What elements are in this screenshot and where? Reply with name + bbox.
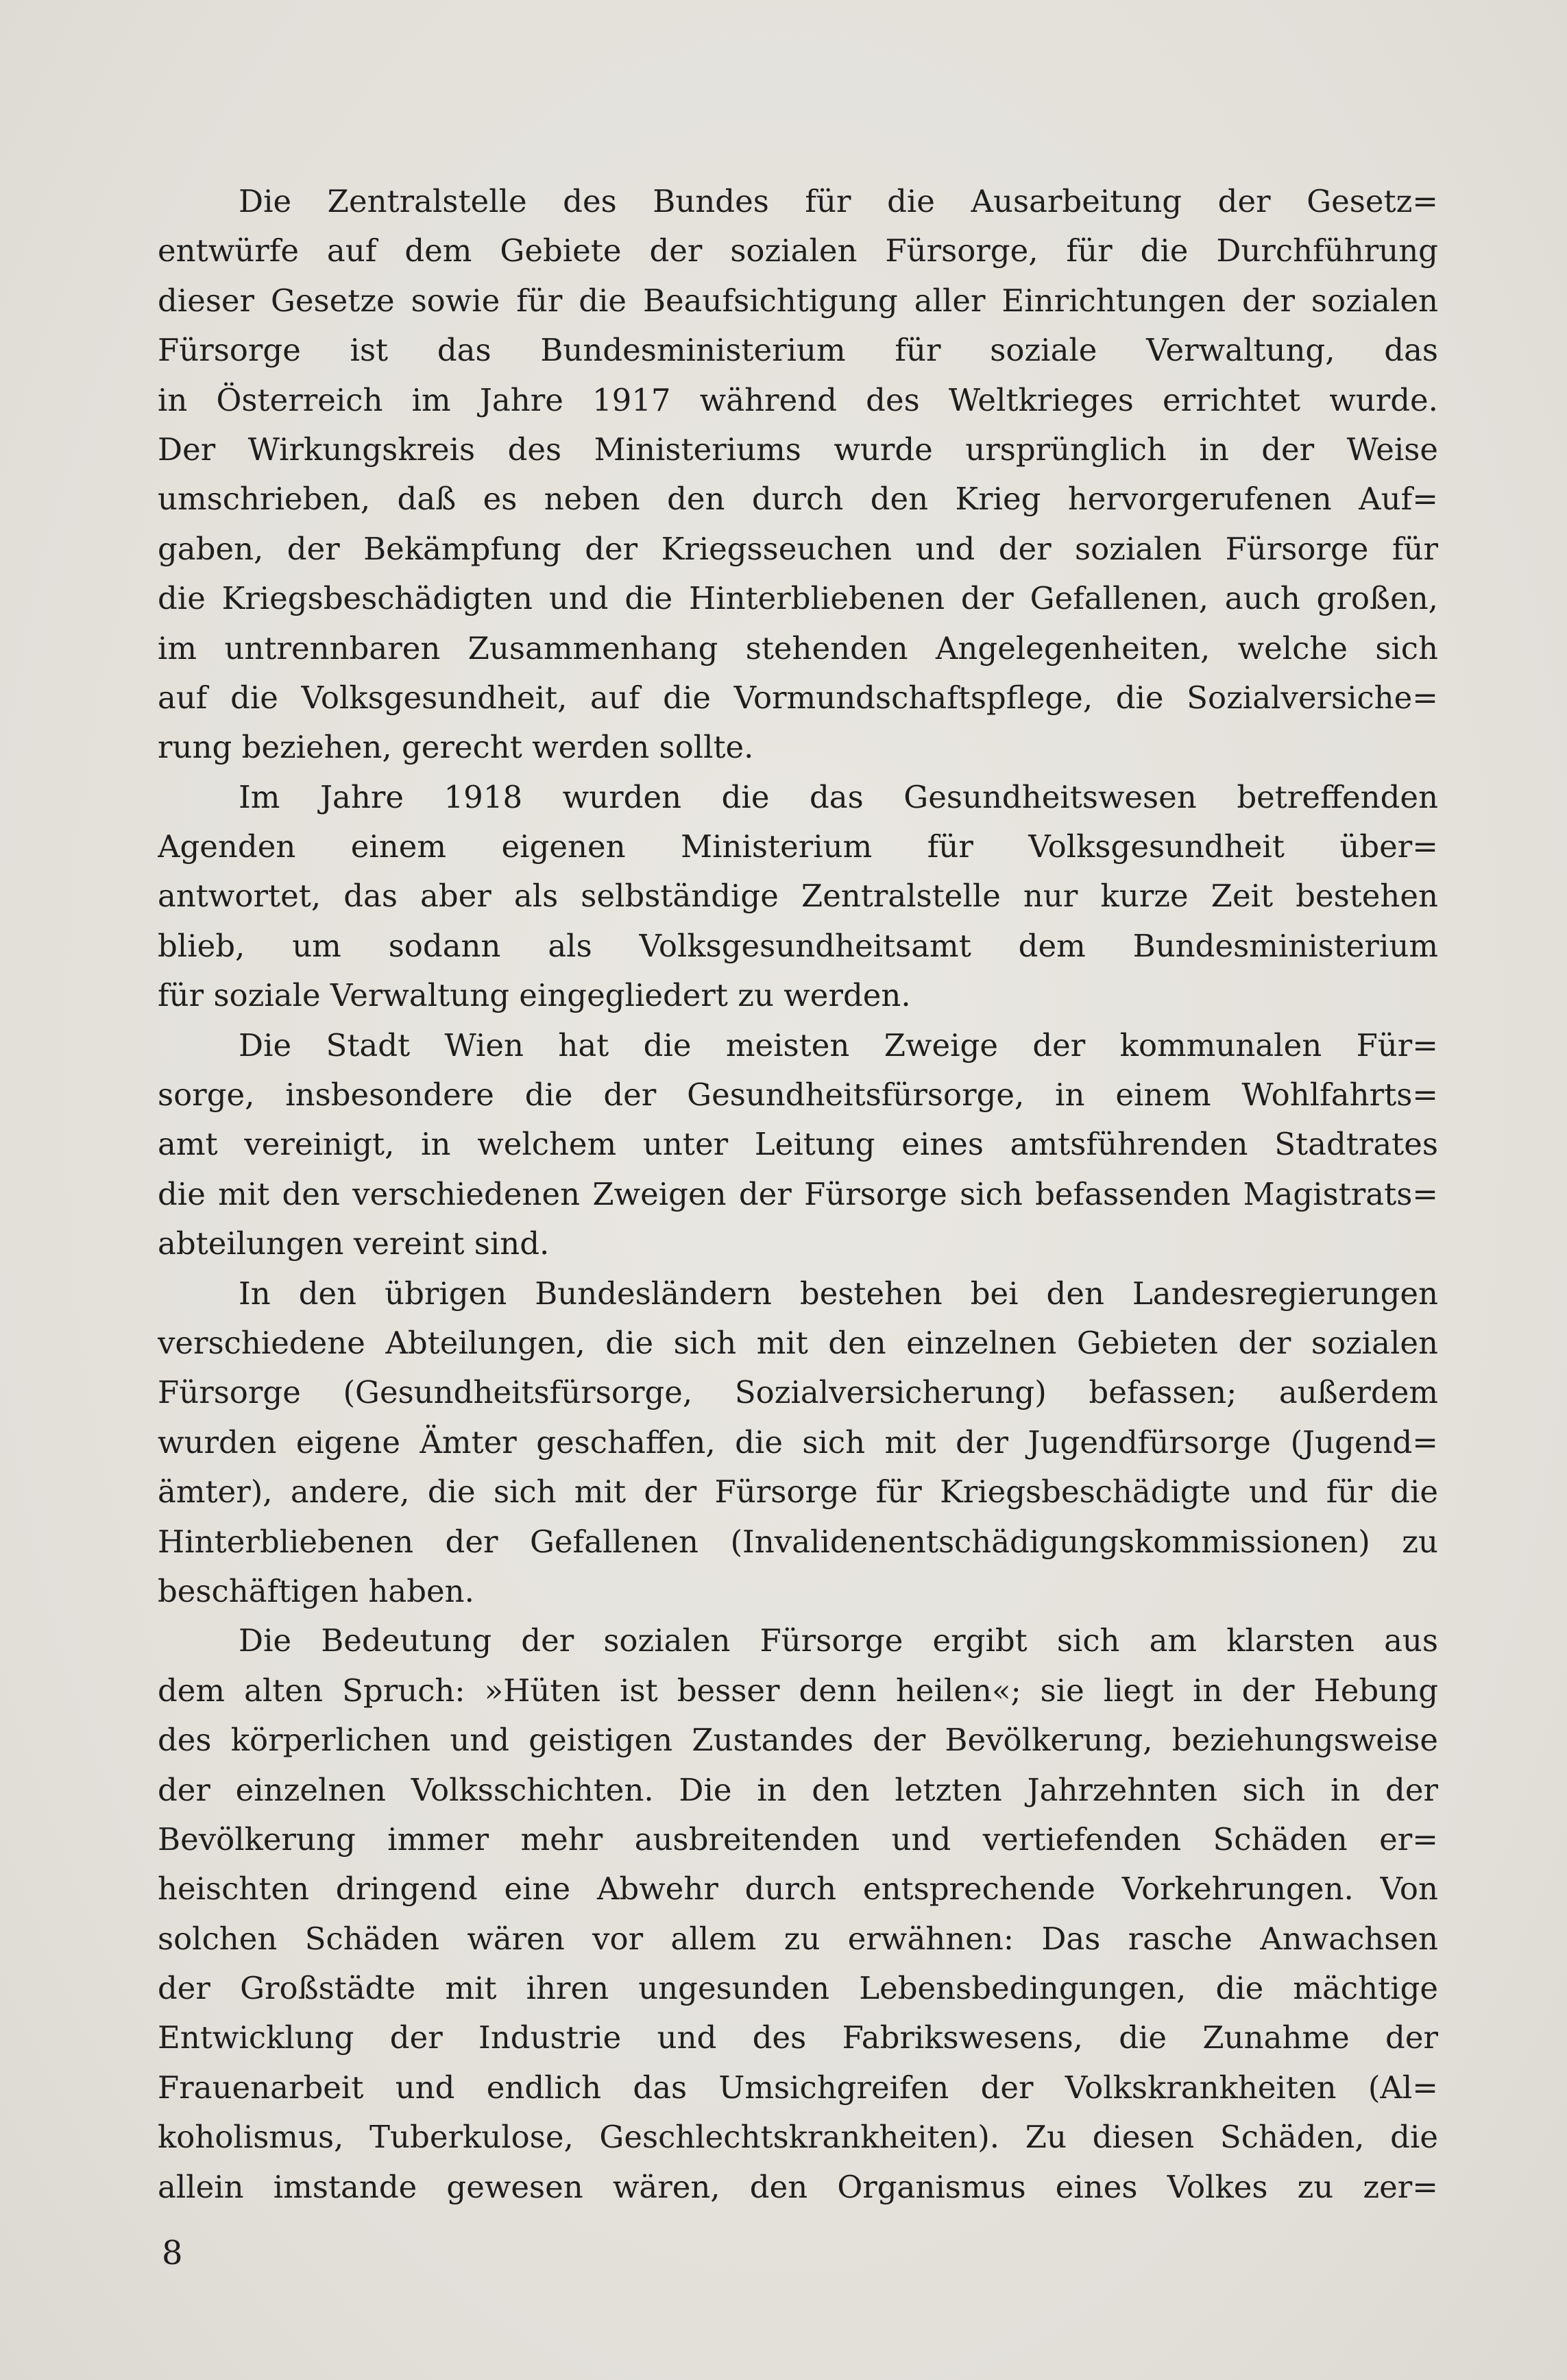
- text-line: ämter), andere, die sich mit der Fürsorge für Kriegsbeschädigte und für die: [158, 1474, 1438, 1511]
- text-line: Der Wirkungskreis des Ministeriums wurde ursprünglich in der Weise: [158, 431, 1438, 468]
- paragraph-5: [158, 1616, 1438, 2212]
- text-line: sorge, insbesondere die der Gesundheitsfürsorge, in einem Wohlfahrts=: [158, 1077, 1438, 1114]
- paragraph-1: [158, 177, 1438, 773]
- text-line: wurden eigene Ämter geschaffen, die sich mit der Jugendfürsorge (Jugend=: [158, 1423, 1438, 1461]
- text-line: In den übrigen Bundesländern bestehen bei den Landesregierungen: [239, 1275, 1438, 1312]
- text-line: beschäftigen haben.: [158, 1572, 474, 1609]
- text-line: Die Stadt Wien hat die meisten Zweige der kommunalen Für=: [239, 1026, 1438, 1063]
- text-line: des körperlichen und geistigen Zustandes der Bevölkerung, beziehungsweise: [158, 1722, 1438, 1759]
- text-line: der einzelnen Volksschichten. Die in den letzten Jahrzehnten sich in der: [158, 1771, 1438, 1808]
- text-line: heischten dringend eine Abwehr durch entsprechende Vorkehrungen. Von: [158, 1871, 1438, 1908]
- text-line: Im Jahre 1918 wurden die das Gesundheitswesen betreffenden: [239, 778, 1438, 815]
- text-line: Fürsorge ist das Bundesministerium für soziale Verwaltung, das: [158, 332, 1438, 369]
- text-line: Agenden einem eigenen Ministerium für Volksgesundheit über=: [158, 828, 1438, 865]
- text-line: antwortet, das aber als selbständige Zentralstelle nur kurze Zeit bestehen: [158, 878, 1438, 915]
- text-line: die Kriegsbeschädigten und die Hinterbliebenen der Gefallenen, auch großen,: [158, 580, 1438, 617]
- text-line: dem alten Spruch: »Hüten ist besser denn heilen«; sie liegt in der Hebung: [158, 1672, 1438, 1709]
- text-line: verschiedene Abteilungen, die sich mit den einzelnen Gebieten der sozialen: [158, 1324, 1438, 1361]
- text-line: allein imstande gewesen wären, den Organismus eines Volkes zu zer=: [158, 2168, 1438, 2205]
- text-line: Frauenarbeit und endlich das Umsichgreifen der Volkskrankheiten (Al=: [158, 2069, 1438, 2106]
- text-line: Bevölkerung immer mehr ausbreitenden und vertiefenden Schäden er=: [158, 1820, 1438, 1858]
- text-line: entwürfe auf dem Gebiete der sozialen Fürsorge, für die Durchführung: [158, 232, 1438, 269]
- text-line: der Großstädte mit ihren ungesunden Lebensbedingungen, die mächtige: [158, 1970, 1438, 2007]
- text-line: Hinterbliebenen der Gefallenen (Invalidenentschädigungskommissionen) zu: [158, 1523, 1438, 1560]
- text-line: rung beziehen, gerecht werden sollte.: [158, 729, 754, 766]
- text-line: in Österreich im Jahre 1917 während des Weltkrieges errichtet wurde.: [158, 381, 1438, 418]
- text-line: koholismus, Tuberkulose, Geschlechtskrankheiten). Zu diesen Schäden, die: [158, 2119, 1438, 2156]
- text-line: für soziale Verwaltung eingegliedert zu werden.: [158, 977, 911, 1014]
- text-line: im untrennbaren Zusammenhang stehenden Angelegenheiten, welche sich: [158, 629, 1438, 666]
- text-line: amt vereinigt, in welchem unter Leitung eines amtsführenden Stadtrates: [158, 1126, 1438, 1163]
- text-line: solchen Schäden wären vor allem zu erwähnen: Das rasche Anwachsen: [158, 1920, 1438, 1957]
- text-line: die mit den verschiedenen Zweigen der Fürsorge sich befassenden Magistrats=: [158, 1175, 1438, 1212]
- text-line: umschrieben, daß es neben den durch den Krieg hervorgerufenen Auf=: [158, 481, 1438, 518]
- body-text: [158, 177, 1438, 2212]
- text-line: Entwicklung der Industrie und des Fabrikswesens, die Zunahme der: [158, 2019, 1438, 2056]
- paragraph-3: [158, 1021, 1438, 1269]
- text-line: gaben, der Bekämpfung der Kriegsseuchen und der sozialen Fürsorge für: [158, 530, 1438, 567]
- text-line: blieb, um sodann als Volksgesundheitsamt dem Bundesministerium: [158, 927, 1438, 964]
- paragraph-4: [158, 1269, 1438, 1617]
- text-line: Die Zentralstelle des Bundes für die Ausarbeitung der Gesetz=: [239, 183, 1438, 219]
- text-line: Fürsorge (Gesundheitsfürsorge, Sozialversicherung) befassen; außerdem: [158, 1374, 1438, 1411]
- text-line: Die Bedeutung der sozialen Fürsorge ergibt sich am klarsten aus: [239, 1622, 1438, 1659]
- text-line: dieser Gesetze sowie für die Beaufsichtigung aller Einrichtungen der sozialen: [158, 282, 1438, 319]
- text-line: abteilungen vereint sind.: [158, 1225, 550, 1262]
- text-line: auf die Volksgesundheit, auf die Vormundschaftspflege, die Sozialversiche=: [158, 679, 1438, 716]
- page-number: 8: [162, 2234, 183, 2272]
- paragraph-2: [158, 773, 1438, 1021]
